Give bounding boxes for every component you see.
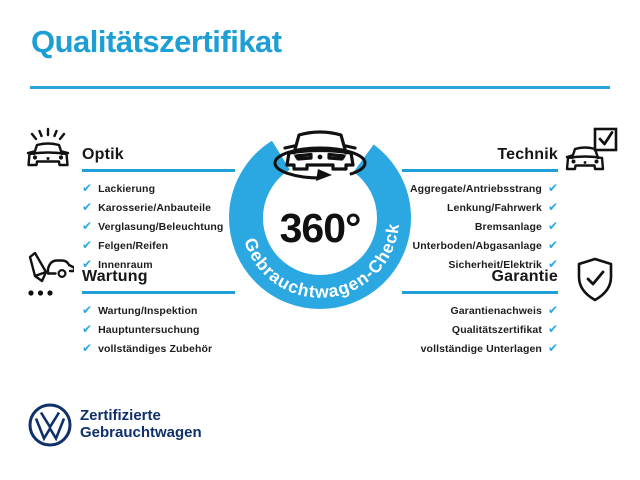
checklist-item bbox=[82, 320, 212, 339]
checklist-item bbox=[82, 236, 223, 255]
check-icon: ✔ bbox=[82, 237, 93, 252]
section-heading-technik bbox=[402, 146, 558, 172]
checklist-item-label: vollständige Unterlagen bbox=[420, 342, 542, 355]
section-heading-wartung bbox=[82, 268, 235, 294]
page-title: Qualitätszertifikat bbox=[31, 24, 282, 59]
checklist-item bbox=[82, 198, 223, 217]
check-icon: ✔ bbox=[547, 321, 558, 336]
check-icon: ✔ bbox=[547, 340, 558, 355]
checklist-item bbox=[410, 217, 558, 236]
check-icon: ✔ bbox=[547, 256, 558, 271]
checklist-item-label: Bremsanlage bbox=[474, 220, 542, 233]
check-icon: ✔ bbox=[82, 180, 93, 195]
section-title: Garantie bbox=[491, 268, 558, 285]
section-title: Wartung bbox=[82, 268, 148, 285]
check-icon: ✔ bbox=[82, 302, 93, 317]
checklist-item bbox=[82, 339, 212, 358]
degree-label: 360° bbox=[279, 205, 361, 251]
check-icon: ✔ bbox=[82, 340, 93, 355]
title-divider bbox=[30, 86, 610, 89]
section-heading-optik bbox=[82, 146, 235, 172]
section-heading-garantie bbox=[402, 268, 558, 294]
checklist-item-label: vollständiges Zubehör bbox=[98, 342, 213, 355]
car-shine-icon bbox=[22, 124, 74, 176]
check-icon: ✔ bbox=[82, 256, 93, 271]
vw-logo bbox=[27, 402, 73, 448]
checklist-item-label: Wartung/Inspektion bbox=[98, 304, 198, 317]
checklist-item-label: Aggregate/Antriebsstrang bbox=[410, 182, 542, 195]
checklist-item bbox=[82, 301, 212, 320]
checklist-item-label: Felgen/Reifen bbox=[98, 239, 169, 252]
technik-checklist bbox=[410, 179, 558, 274]
checklist-item bbox=[410, 179, 558, 198]
brand-wordmark bbox=[80, 407, 202, 441]
checklist-item bbox=[410, 236, 558, 255]
checklist-item bbox=[82, 179, 223, 198]
checklist-item bbox=[421, 320, 558, 339]
check-icon: ✔ bbox=[82, 218, 93, 233]
service-checklist-icon bbox=[22, 250, 74, 302]
checklist-item bbox=[410, 198, 558, 217]
section-title: Optik bbox=[82, 146, 124, 163]
checklist-item-label: Sicherheit/Elektrik bbox=[448, 258, 542, 271]
check-360-graphic bbox=[218, 113, 422, 320]
brand-line2: Gebrauchtwagen bbox=[80, 424, 202, 441]
brand-line1: Zertifizierte bbox=[80, 407, 161, 424]
checklist-item-label: Hauptuntersuchung bbox=[98, 323, 200, 336]
checklist-item-label: Lackierung bbox=[98, 182, 156, 195]
check-icon: ✔ bbox=[82, 199, 93, 214]
checklist-item-label: Unterboden/Abgasanlage bbox=[412, 239, 542, 252]
checklist-item-label: Qualitätszertifikat bbox=[451, 323, 542, 336]
check-icon: ✔ bbox=[547, 218, 558, 233]
check-icon: ✔ bbox=[547, 302, 558, 317]
section-title: Technik bbox=[497, 146, 558, 163]
check-icon: ✔ bbox=[547, 180, 558, 195]
ring-curved-label: Gebrauchtwagen-Check bbox=[240, 221, 404, 302]
check-icon: ✔ bbox=[82, 321, 93, 336]
shield-check-icon bbox=[572, 256, 618, 304]
garantie-checklist bbox=[421, 301, 558, 358]
checklist-item bbox=[421, 339, 558, 358]
checklist-item-label: Garantienachweis bbox=[450, 304, 542, 317]
check-icon: ✔ bbox=[547, 199, 558, 214]
car-rotation-icon bbox=[275, 132, 365, 181]
checklist-item bbox=[421, 301, 558, 320]
car-checkbox-icon bbox=[564, 126, 620, 178]
checklist-item-label: Innenraum bbox=[98, 258, 153, 271]
check-icon: ✔ bbox=[547, 237, 558, 252]
optik-checklist bbox=[82, 179, 223, 274]
checklist-item-label: Verglasung/Beleuchtung bbox=[98, 220, 224, 233]
checklist-item-label: Karosserie/Anbauteile bbox=[98, 201, 212, 214]
checklist-item bbox=[82, 217, 223, 236]
checklist-item-label: Lenkung/Fahrwerk bbox=[446, 201, 542, 214]
wartung-checklist bbox=[82, 301, 212, 358]
